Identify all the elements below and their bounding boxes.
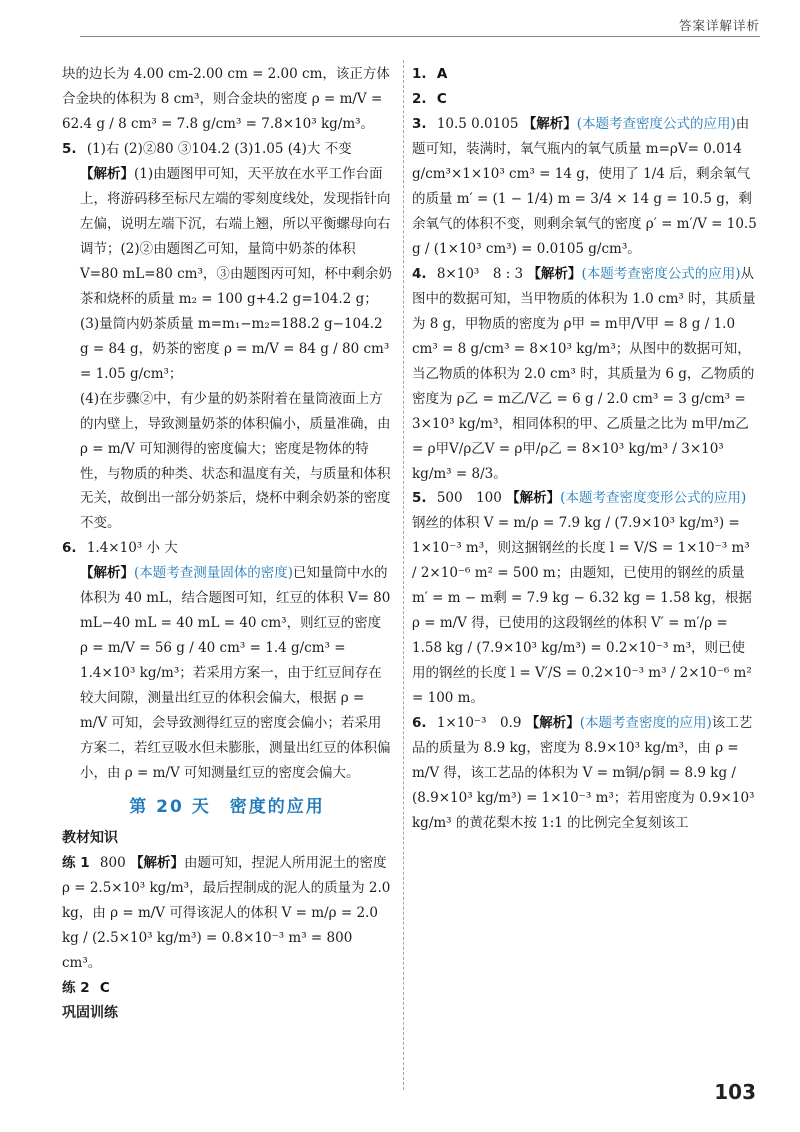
- analysis-text: 该工艺品的质量为 8.9 kg，密度为 8.9×10³ kg/m³，由 ρ = m/V 得，该工艺品的体积为 V = m铜/ρ铜 = 8.9 kg / (8.9×10³ kg/m³) = 1×10⁻³ m³；若用密度为 0.9×10³ kg/m³ 的黄花梨木按 1:1 的比例完全复刻该工: [412, 715, 755, 832]
- exercise-label: 练 1: [62, 855, 90, 872]
- continuation-text: 块的边长为 4.00 cm-2.00 cm = 2.00 cm，该正方体合金块的体积为 8 cm³，则合金块的密度 ρ = m/V = 62.4 g / 8 cm³ = 7.8 g/cm³ = 7.8×10³ kg/m³。: [62, 66, 390, 132]
- answer-5: [412, 486, 757, 711]
- question-6: [62, 536, 392, 561]
- answer-text: 500 100: [436, 490, 502, 507]
- topic-tag: (本题考查密度变形公式的应用): [560, 490, 747, 507]
- analysis-text: 已知量筒中水的体积为 40 mL，结合题图可知，红豆的体积 V= 80 mL−40 mL = 40 mL = 40 cm³，则红豆的密度 ρ = m/V = 56 g / 40 cm³ = 1.4 g/cm³ = 1.4×10³ kg/m³；若采用方案一，由于红豆间存在较大间隙，测量出红豆的体积会偏大，根据 ρ = m/V 可知，会导致测得红豆的密度会偏小；若采用方案二，若红豆吸水但未膨胀，测量出红豆的体积偏小，由 ρ = m/V 可知测量红豆的密度会偏大。: [80, 565, 391, 782]
- page-number: 103: [714, 1080, 756, 1104]
- answer-text: 800: [99, 855, 126, 872]
- answer-text: 1×10⁻³ 0.9: [436, 715, 522, 732]
- right-column: [412, 62, 757, 836]
- column-divider: [403, 60, 404, 1090]
- analysis-text: (1)由题图甲可知，天平放在水平工作台面上，将游码移至标尺左端的零刻度线处，发现指针向左偏，说明左端下沉，右端上翘，所以平衡螺母向右调节；(2)②由题图乙可知，量筒中奶茶的体积 V=80 mL=80 cm³，③由题图丙可知，杯中剩余奶茶和烧杯的质量 m₂ = 100 g+4.2 g=104.2 g；(3)量筒内奶茶质量 m=m₁−m₂=188.2 g−104.2 g = 84 g，奶茶的密度 ρ = m/V = 84 g / 80 cm³ = 1.05 g/cm³；: [80, 165, 392, 382]
- question-number: 2.: [412, 90, 427, 107]
- section-heading: 教材知识: [62, 829, 118, 846]
- answer-2: [412, 87, 757, 112]
- topic-tag: (本题考查密度公式的应用): [581, 265, 741, 282]
- question-number: 5.: [62, 140, 77, 157]
- exercise-label: 练 2: [62, 980, 90, 997]
- question-number: 4.: [412, 265, 427, 282]
- analysis-label: 【解析】: [129, 855, 184, 872]
- header-rule: [80, 36, 760, 37]
- analysis-text: 从图中的数据可知，当甲物质的体积为 1.0 cm³ 时，其质量为 8 g，甲物质的密度为 ρ甲 = m甲/V甲 = 8 g / 1.0 cm³ = 8 g/cm³ = 8×10³ kg/m³；从图中的数据可知，当乙物质的体积为 2.0 cm³ 时，其质量为 6 g，乙物质的密度为 ρ乙 = m乙/V乙 = 6 g / 2.0 cm³ = 3 g/cm³ = 3×10³ kg/m³，相同体积的甲、乙质量之比为 m甲/m乙 = ρ甲V/ρ乙V = ρ甲/ρ乙 = 8×10³ kg/m³ / 3×10³ kg/m³ = 8/3。: [412, 265, 756, 482]
- answer-text: 1.4×10³ 小 大: [86, 540, 178, 557]
- analysis-label: 【解析】: [525, 715, 580, 732]
- left-column: [62, 62, 392, 1027]
- answer-text: (1)右 (2)②80 ③104.2 (3)1.05 (4)大 不变: [86, 140, 352, 157]
- section-heading: 巩固训练: [62, 1005, 118, 1022]
- answer-4: [412, 262, 757, 487]
- analysis-text: 由题可知，装满时，氧气瓶内的氧气质量 m=ρV= 0.014 g/cm³×1×10³ cm³ = 14 g，使用了 1/4 后，剩余氧气的质量 m′ = (1 − 1/4) m = 3/4 × 14 g = 10.5 g，剩余氧气的体积不变，则剩余氧气的密度 ρ′ = m′/V = 10.5 g / (1×10³ cm³) = 0.0105 g/cm³。: [412, 115, 757, 257]
- analysis-5-part2: (4)在步骤②中，有少量的奶茶附着在量筒液面上方的内壁上，导致测量奶茶的体积偏小，质量准确，由 ρ = m/V 可知测得的密度偏大；密度是物体的特性，与物质的种类、状态和温度有关，与质量和体积无关，故倒出一部分奶茶后，烧杯中剩余奶茶的密度不变。: [80, 390, 391, 532]
- analysis-5: [62, 162, 392, 387]
- answer-6: [412, 711, 757, 836]
- exercise-2: [62, 976, 392, 1001]
- analysis-text: 由题可知，捏泥人所用泥土的密度 ρ = 2.5×10³ kg/m³，最后捏制成的泥人的质量为 2.0 kg，由 ρ = m/V 可得该泥人的体积 V = m/ρ = 2.0 kg / (2.5×10³ kg/m³) = 0.8×10⁻³ m³ = 800 cm³。: [62, 855, 391, 972]
- header-title: 答案详解详析: [678, 18, 760, 33]
- answer-text: C: [436, 90, 447, 107]
- analysis-label: 【解析】: [80, 165, 134, 182]
- answer-3: [412, 112, 757, 262]
- topic-tag: (本题考查密度的应用): [579, 715, 712, 732]
- topic-tag: (本题考查密度公式的应用): [576, 115, 736, 132]
- analysis-label: 【解析】: [80, 565, 134, 582]
- answer-text: A: [436, 66, 448, 82]
- answer-text: 10.5 0.0105: [436, 115, 519, 132]
- question-number: 5.: [412, 490, 427, 507]
- analysis-6: [62, 561, 392, 786]
- question-number: 1.: [412, 66, 427, 82]
- exercise-1: [62, 851, 392, 976]
- analysis-text: 钢丝的体积 V = m/ρ = 7.9 kg / (7.9×10³ kg/m³) = 1×10⁻³ m³，则这捆钢丝的长度 l = V/S = 1×10⁻³ m³ / 2×10⁻⁶ m² = 500 m；由题知，已使用的钢丝的质量 m′ = m − m剩 = 7.9 kg − 6.32 kg = 1.58 kg，根据 ρ = m/V 得，已使用的这段钢丝的体积 V′ = m′/ρ = 1.58 kg / (7.9×10³ kg/m³) = 0.2×10⁻³ m³，则已使用的钢丝的长度 l = V′/S = 0.2×10⁻³ m³ / 2×10⁻⁶ m² = 100 m。: [412, 515, 752, 707]
- answer-1: [412, 62, 757, 87]
- question-number: 6.: [412, 715, 427, 732]
- question-5: [62, 137, 392, 162]
- question-number: 6.: [62, 540, 77, 557]
- answer-text: C: [99, 980, 110, 997]
- topic-tag: (本题考查测量固体的密度): [134, 565, 294, 582]
- question-number: 3.: [412, 115, 427, 132]
- analysis-label: 【解析】: [527, 265, 582, 282]
- day-title: 第 20 天 密度的应用: [129, 797, 325, 818]
- analysis-label: 【解析】: [522, 115, 577, 132]
- answer-text: 8×10³ 8 : 3: [436, 265, 524, 282]
- analysis-label: 【解析】: [506, 490, 561, 507]
